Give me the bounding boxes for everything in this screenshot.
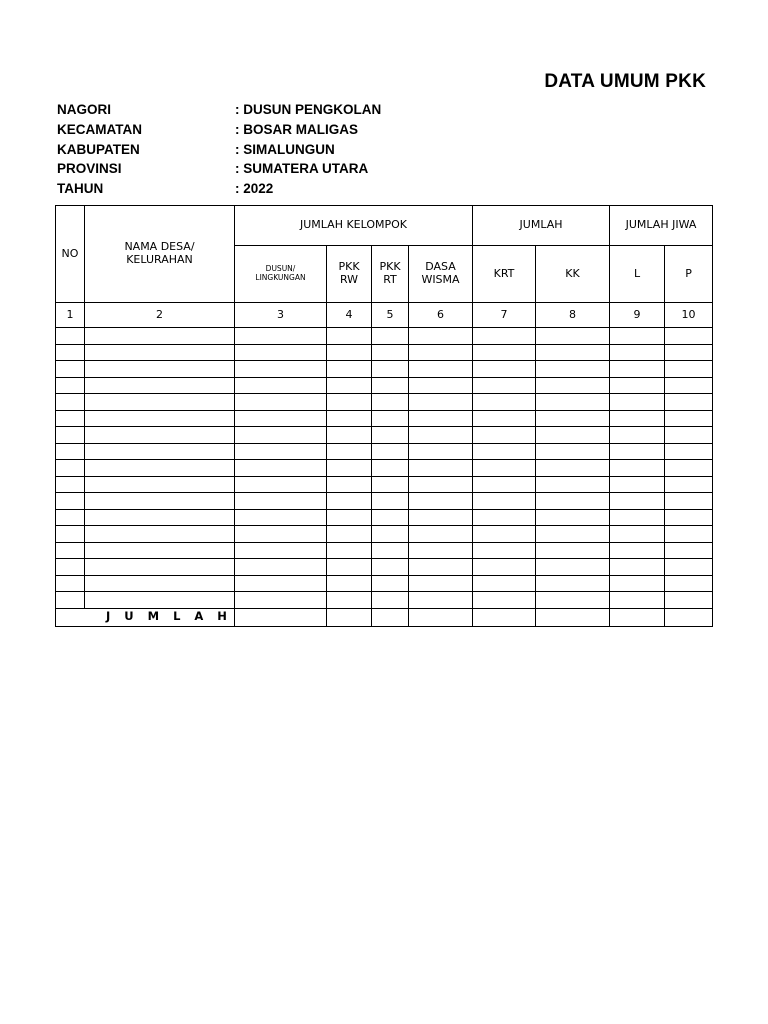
table-cell[interactable] (235, 493, 327, 510)
table-cell[interactable] (372, 509, 409, 526)
table-cell[interactable] (235, 377, 327, 394)
table-cell[interactable] (610, 542, 665, 559)
table-cell[interactable] (473, 410, 536, 427)
table-cell[interactable] (327, 476, 372, 493)
table-cell[interactable] (235, 460, 327, 477)
table-cell[interactable] (327, 328, 372, 345)
table-cell[interactable] (327, 592, 372, 609)
column-number: 1 (56, 303, 85, 328)
table-cell[interactable] (610, 493, 665, 510)
column-number: 2 (85, 303, 235, 328)
table-cell[interactable] (56, 344, 85, 361)
table-row (56, 559, 713, 576)
column-number: 10 (665, 303, 713, 328)
table-cell[interactable] (536, 476, 610, 493)
table-cell[interactable] (610, 443, 665, 460)
table-cell[interactable] (409, 460, 473, 477)
table-cell[interactable] (85, 344, 235, 361)
table-cell[interactable] (536, 410, 610, 427)
header-l: L (610, 246, 665, 303)
total-cell[interactable] (473, 608, 536, 626)
table-cell[interactable] (665, 509, 713, 526)
table-cell[interactable] (536, 575, 610, 592)
table-cell[interactable] (409, 493, 473, 510)
table-cell[interactable] (56, 443, 85, 460)
table-cell[interactable] (536, 493, 610, 510)
column-number: 6 (409, 303, 473, 328)
table-cell[interactable] (610, 592, 665, 609)
table-row (56, 377, 713, 394)
table-cell[interactable] (536, 377, 610, 394)
table-cell[interactable] (473, 460, 536, 477)
info-row-nagori (57, 100, 381, 120)
table-cell[interactable] (610, 361, 665, 378)
total-label: J U M L A H (56, 608, 235, 626)
table-cell[interactable] (536, 526, 610, 543)
header-jumlah: JUMLAH (473, 206, 610, 246)
table-cell[interactable] (610, 427, 665, 444)
table-cell[interactable] (327, 559, 372, 576)
table-cell[interactable] (56, 509, 85, 526)
column-number: 4 (327, 303, 372, 328)
table-cell[interactable] (536, 394, 610, 411)
table-cell[interactable] (56, 361, 85, 378)
table-cell[interactable] (235, 509, 327, 526)
header-p: P (665, 246, 713, 303)
table-cell[interactable] (85, 394, 235, 411)
table-cell[interactable] (665, 361, 713, 378)
header-dusun: DUSUN/ LINGKUNGAN (235, 246, 327, 303)
table-cell[interactable] (409, 542, 473, 559)
table-row (56, 592, 713, 609)
table-cell[interactable] (56, 394, 85, 411)
header-nama-desa: NAMA DESA/ KELURAHAN (85, 206, 235, 303)
info-row-kabupaten (57, 139, 381, 159)
table-cell[interactable] (372, 427, 409, 444)
table-cell[interactable] (665, 443, 713, 460)
total-cell[interactable] (665, 608, 713, 626)
table-cell[interactable] (327, 377, 372, 394)
table-cell[interactable] (85, 493, 235, 510)
table-cell[interactable] (610, 575, 665, 592)
table-cell[interactable] (536, 542, 610, 559)
table-cell[interactable] (409, 526, 473, 543)
info-row-kecamatan (57, 120, 381, 140)
table-cell[interactable] (473, 377, 536, 394)
table-cell[interactable] (665, 575, 713, 592)
table-cell[interactable] (473, 526, 536, 543)
header-pkk-rt: PKK RT (372, 246, 409, 303)
table-cell[interactable] (473, 476, 536, 493)
total-cell[interactable] (235, 608, 327, 626)
table-cell[interactable] (409, 377, 473, 394)
table-cell[interactable] (536, 460, 610, 477)
table-cell[interactable] (409, 410, 473, 427)
table-row (56, 410, 713, 427)
table-cell[interactable] (235, 443, 327, 460)
info-value: : 2022 (235, 181, 274, 197)
table-cell[interactable] (610, 460, 665, 477)
table-cell[interactable] (85, 377, 235, 394)
table-cell[interactable] (372, 542, 409, 559)
table-cell[interactable] (235, 542, 327, 559)
table-cell[interactable] (372, 328, 409, 345)
header-pkk-rw: PKK RW (327, 246, 372, 303)
table-cell[interactable] (665, 493, 713, 510)
table-cell[interactable] (327, 427, 372, 444)
table-cell[interactable] (372, 394, 409, 411)
table-cell[interactable] (85, 328, 235, 345)
table-cell[interactable] (610, 509, 665, 526)
table-row (56, 542, 713, 559)
table-cell[interactable] (372, 493, 409, 510)
table-cell[interactable] (372, 460, 409, 477)
table-cell[interactable] (409, 361, 473, 378)
table-cell[interactable] (56, 493, 85, 510)
table-cell[interactable] (56, 575, 85, 592)
table-cell[interactable] (235, 427, 327, 444)
info-label: NAGORI (57, 102, 111, 118)
header-no: NO (56, 206, 85, 303)
column-number: 8 (536, 303, 610, 328)
column-number: 3 (235, 303, 327, 328)
table-cell[interactable] (235, 361, 327, 378)
table-cell[interactable] (409, 328, 473, 345)
table-cell[interactable] (235, 526, 327, 543)
table-cell[interactable] (473, 542, 536, 559)
table-cell[interactable] (372, 559, 409, 576)
total-cell[interactable] (327, 608, 372, 626)
table-cell[interactable] (536, 509, 610, 526)
table-cell[interactable] (473, 493, 536, 510)
table-cell[interactable] (665, 410, 713, 427)
table-cell[interactable] (56, 476, 85, 493)
table-row (56, 427, 713, 444)
table-cell[interactable] (235, 476, 327, 493)
table-cell[interactable] (473, 575, 536, 592)
header-jumlah-kelompok: JUMLAH KELOMPOK (235, 206, 473, 246)
table-cell[interactable] (409, 427, 473, 444)
table-cell[interactable] (235, 559, 327, 576)
table-cell[interactable] (409, 575, 473, 592)
table-cell[interactable] (610, 377, 665, 394)
table-cell[interactable] (536, 361, 610, 378)
table-cell[interactable] (473, 443, 536, 460)
data-rows (56, 328, 713, 609)
table-row (56, 460, 713, 477)
table-cell[interactable] (85, 443, 235, 460)
table-cell[interactable] (327, 493, 372, 510)
table-cell[interactable] (235, 328, 327, 345)
table-cell[interactable] (665, 460, 713, 477)
table-cell[interactable] (536, 559, 610, 576)
table-cell[interactable] (473, 427, 536, 444)
column-number: 7 (473, 303, 536, 328)
table-cell[interactable] (327, 344, 372, 361)
table-cell[interactable] (56, 460, 85, 477)
info-value: : DUSUN PENGKOLAN (235, 102, 382, 118)
table-row (56, 344, 713, 361)
table-cell[interactable] (372, 526, 409, 543)
info-label: TAHUN (57, 181, 104, 197)
table-cell[interactable] (409, 509, 473, 526)
table-cell[interactable] (536, 328, 610, 345)
info-label: PROVINSI (57, 161, 122, 177)
table-cell[interactable] (85, 526, 235, 543)
table-cell[interactable] (610, 476, 665, 493)
table-cell[interactable] (327, 526, 372, 543)
column-number: 9 (610, 303, 665, 328)
table-cell[interactable] (665, 542, 713, 559)
table-cell[interactable] (56, 427, 85, 444)
total-cell[interactable] (536, 608, 610, 626)
table-row (56, 443, 713, 460)
table-cell[interactable] (473, 344, 536, 361)
table-row (56, 575, 713, 592)
table-cell[interactable] (85, 361, 235, 378)
table-cell[interactable] (610, 410, 665, 427)
total-cell[interactable] (409, 608, 473, 626)
table-cell[interactable] (327, 410, 372, 427)
table-cell[interactable] (409, 559, 473, 576)
table-cell[interactable] (665, 344, 713, 361)
table-cell[interactable] (235, 575, 327, 592)
table-cell[interactable] (327, 361, 372, 378)
table-cell[interactable] (85, 592, 235, 609)
total-row (56, 608, 713, 626)
info-row-provinsi (57, 159, 381, 179)
table-cell[interactable] (536, 427, 610, 444)
table-cell[interactable] (473, 328, 536, 345)
table-cell[interactable] (473, 509, 536, 526)
table-cell[interactable] (85, 575, 235, 592)
total-cell[interactable] (610, 608, 665, 626)
header-jumlah-jiwa: JUMLAH JIWA (610, 206, 713, 246)
table-cell[interactable] (85, 410, 235, 427)
total-cell[interactable] (372, 608, 409, 626)
header-kk: KK (536, 246, 610, 303)
page-title: DATA UMUM PKK (544, 71, 706, 92)
table-cell[interactable] (56, 592, 85, 609)
table-cell[interactable] (665, 476, 713, 493)
table-row (56, 493, 713, 510)
table-row (56, 476, 713, 493)
table-cell[interactable] (665, 526, 713, 543)
table-cell[interactable] (409, 344, 473, 361)
table-cell[interactable] (409, 394, 473, 411)
table-cell[interactable] (665, 328, 713, 345)
header-krt: KRT (473, 246, 536, 303)
table-cell[interactable] (85, 460, 235, 477)
table-cell[interactable] (665, 394, 713, 411)
table-cell[interactable] (473, 361, 536, 378)
table-cell[interactable] (372, 443, 409, 460)
table-cell[interactable] (85, 542, 235, 559)
table-cell[interactable] (56, 410, 85, 427)
table-cell[interactable] (372, 344, 409, 361)
table-cell[interactable] (665, 592, 713, 609)
table-cell[interactable] (409, 592, 473, 609)
table-cell[interactable] (536, 344, 610, 361)
info-value: : SUMATERA UTARA (235, 161, 369, 177)
table-cell[interactable] (372, 361, 409, 378)
table-cell[interactable] (85, 476, 235, 493)
info-row-tahun (57, 179, 381, 199)
table-cell[interactable] (85, 427, 235, 444)
table-cell[interactable] (665, 427, 713, 444)
table-cell[interactable] (536, 443, 610, 460)
table-cell[interactable] (610, 526, 665, 543)
table-cell[interactable] (56, 559, 85, 576)
table-cell[interactable] (409, 476, 473, 493)
table-cell[interactable] (327, 394, 372, 411)
table-cell[interactable] (665, 559, 713, 576)
header-dasa-wisma: DASA WISMA (409, 246, 473, 303)
table-cell[interactable] (56, 542, 85, 559)
table-cell[interactable] (85, 559, 235, 576)
table-cell[interactable] (327, 509, 372, 526)
table-cell[interactable] (235, 592, 327, 609)
table-cell[interactable] (536, 592, 610, 609)
info-block (57, 100, 381, 198)
table-cell[interactable] (85, 509, 235, 526)
table-cell[interactable] (327, 575, 372, 592)
info-label: KABUPATEN (57, 141, 140, 157)
table-cell[interactable] (473, 394, 536, 411)
table-row (56, 361, 713, 378)
info-value: : BOSAR MALIGAS (235, 122, 358, 138)
table-cell[interactable] (372, 377, 409, 394)
table-cell[interactable] (610, 344, 665, 361)
table-cell[interactable] (327, 460, 372, 477)
table-cell[interactable] (235, 394, 327, 411)
table-cell[interactable] (610, 328, 665, 345)
info-label: KECAMATAN (57, 122, 142, 138)
table-cell[interactable] (372, 476, 409, 493)
table-cell[interactable] (372, 575, 409, 592)
table-cell[interactable] (665, 377, 713, 394)
table-row (56, 328, 713, 345)
table-row (56, 394, 713, 411)
table-cell[interactable] (372, 410, 409, 427)
table-cell[interactable] (327, 542, 372, 559)
table-cell[interactable] (56, 377, 85, 394)
table-row (56, 526, 713, 543)
table-cell[interactable] (610, 559, 665, 576)
column-number-row (56, 303, 713, 328)
table-cell[interactable] (473, 559, 536, 576)
column-number: 5 (372, 303, 409, 328)
table-cell[interactable] (327, 443, 372, 460)
table-cell[interactable] (235, 410, 327, 427)
table-cell[interactable] (235, 344, 327, 361)
table-cell[interactable] (56, 328, 85, 345)
table-cell[interactable] (56, 526, 85, 543)
table-cell[interactable] (372, 592, 409, 609)
data-table (55, 205, 713, 627)
info-value: : SIMALUNGUN (235, 141, 335, 157)
table-cell[interactable] (409, 443, 473, 460)
table-row (56, 509, 713, 526)
table-cell[interactable] (473, 592, 536, 609)
table-cell[interactable] (610, 394, 665, 411)
